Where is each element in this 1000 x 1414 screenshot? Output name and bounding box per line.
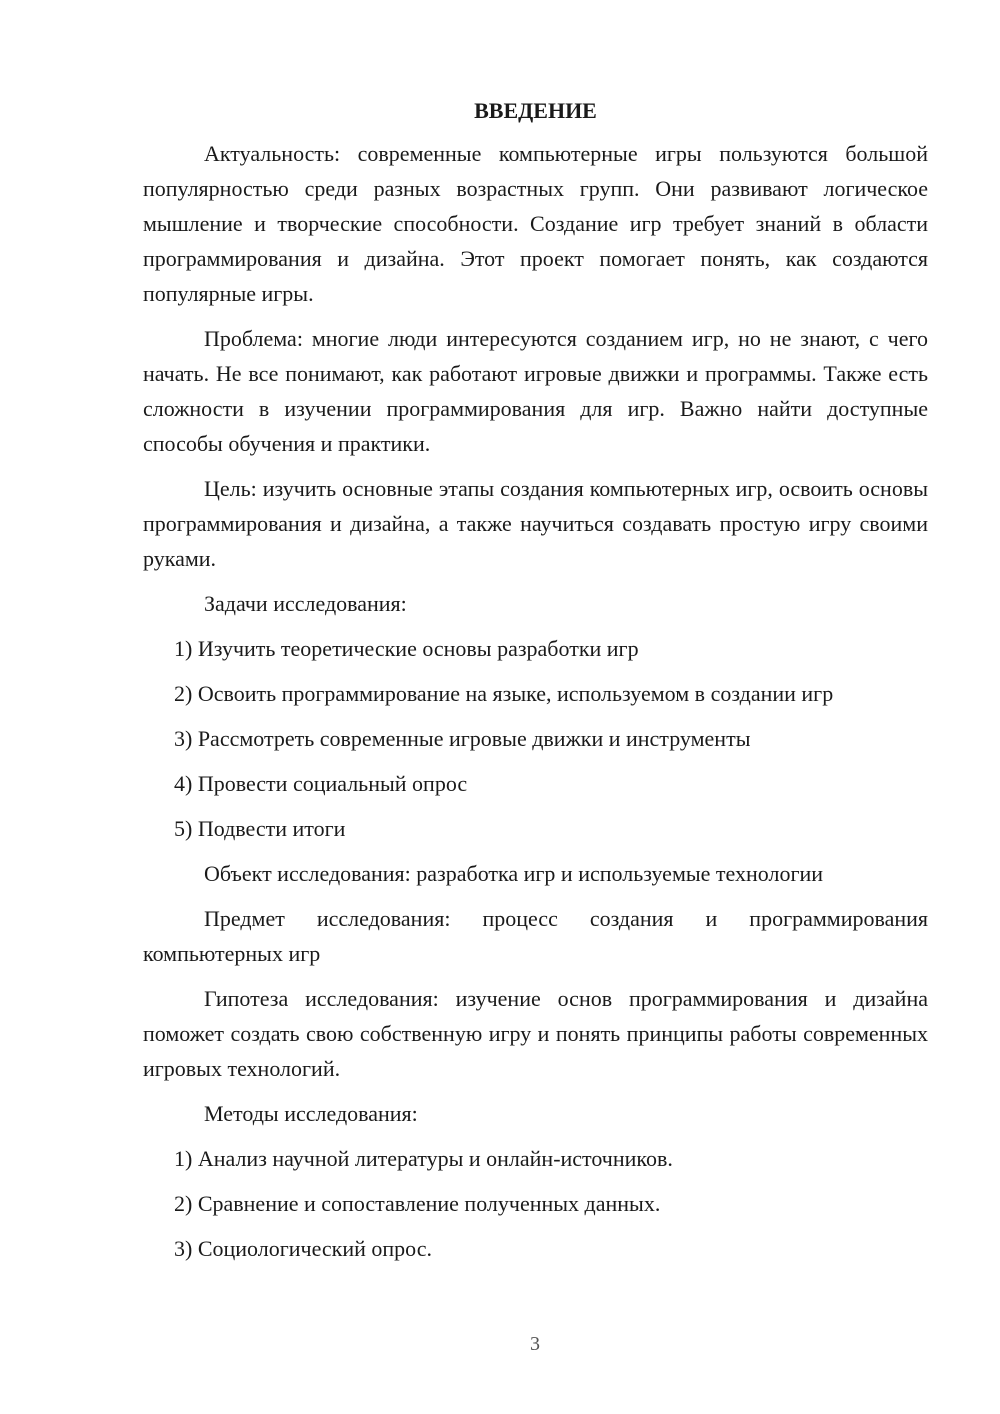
problem-paragraph: Проблема: многие люди интересуются созданием игр, но не знают, с чего начать. Не все понимают, как работают игровые движки и программы. Также есть сложности в изучении программирования для игр. Важно найти доступные способы обучения и практики. [143, 326, 928, 456]
method-item: 1) Анализ научной литературы и онлайн-источников. [174, 1146, 673, 1171]
task-item: 4) Провести социальный опрос [174, 771, 468, 796]
task-item: 5) Подвести итоги [174, 816, 346, 841]
task-item: 3) Рассмотреть современные игровые движки и инструменты [174, 726, 751, 751]
page-title: ВВЕДЕНИЕ [474, 98, 597, 123]
goal-paragraph: Цель: изучить основные этапы создания компьютерных игр, освоить основы программирования и дизайна, а также научиться создавать простую игру своими руками. [143, 476, 928, 571]
object-paragraph: Объект исследования: разработка игр и используемые технологии [204, 861, 824, 886]
task-item: 1) Изучить теоретические основы разработки игр [174, 636, 639, 661]
method-item: 3) Социологический опрос. [174, 1236, 432, 1261]
document-page [143, 96, 928, 1276]
method-item: 2) Сравнение и сопоставление полученных данных. [174, 1191, 661, 1216]
subject-paragraph: Предмет исследования: процесс создания и программирования компьютерных игр [143, 906, 928, 966]
task-item: 2) Освоить программирование на языке, используемом в создании игр [174, 681, 834, 706]
relevance-paragraph: Актуальность: современные компьютерные игры пользуются большой популярностью среди разных возрастных групп. Они развивают логическое мышление и творческие способности. Создание игр требует знаний в области программирования и дизайна. Этот проект помогает понять, как создаются популярные игры. [143, 141, 928, 306]
methods-heading: Методы исследования: [204, 1101, 418, 1126]
hypothesis-paragraph: Гипотеза исследования: изучение основ программирования и дизайна поможет создать свою собственную игру и понять принципы работы современных игровых технологий. [143, 986, 928, 1081]
tasks-heading: Задачи исследования: [204, 591, 407, 616]
page-number: 3 [530, 1333, 540, 1355]
